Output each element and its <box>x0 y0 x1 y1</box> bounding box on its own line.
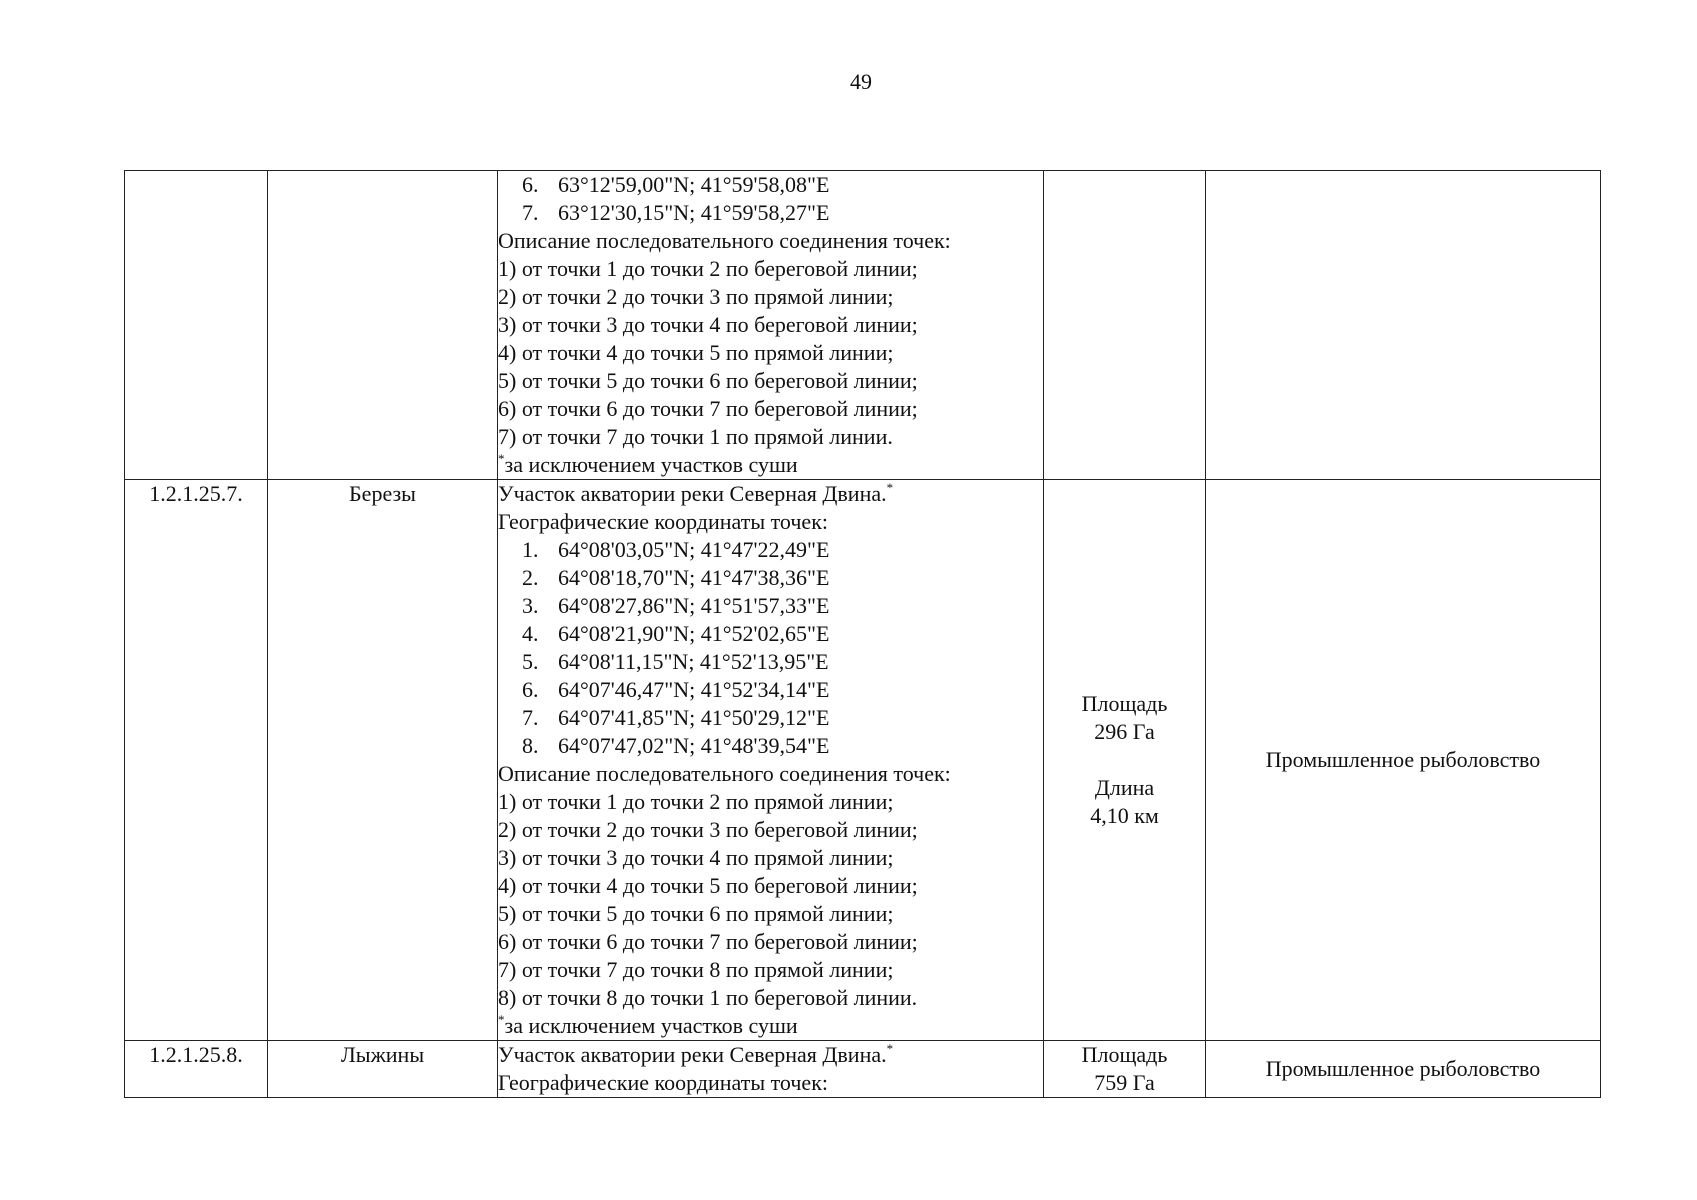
footnote-marker: * <box>886 1041 894 1056</box>
area-name: Березы <box>349 481 416 506</box>
footnote-marker: * <box>886 480 894 495</box>
table-row <box>125 480 1601 1041</box>
coordinate-item: 8. 64°07'47,02"N; 41°48'39,54"E <box>522 733 830 758</box>
area-code-cell <box>125 480 268 1041</box>
usage-text: Промышленное рыболовство <box>1265 747 1541 772</box>
coordinate-item: 5. 64°08'11,15"N; 41°52'13,95"E <box>522 649 829 674</box>
page-number: 49 <box>850 69 872 94</box>
footnote-marker: * <box>498 1012 505 1027</box>
coordinate-item: 1. 64°08'03,05"N; 41°47'22,49"E <box>522 537 830 562</box>
usage-cell <box>1206 1041 1601 1098</box>
area-value: 759 Га <box>1094 1070 1155 1095</box>
area-label: Площадь <box>1081 691 1168 716</box>
usage-text: Промышленное рыболовство <box>1265 1056 1541 1081</box>
connection-item: 2) от точки 2 до точки 3 по береговой линии; <box>498 817 918 842</box>
area-name-cell <box>268 171 498 480</box>
area-name-cell <box>268 1041 498 1098</box>
connection-item: 1) от точки 1 до точки 2 по прямой линии; <box>498 789 894 814</box>
footnote-marker: * <box>498 451 505 466</box>
table-row <box>125 171 1601 480</box>
connection-item: 1) от точки 1 до точки 2 по береговой линии; <box>498 256 918 281</box>
connection-item: 8) от точки 8 до точки 1 по береговой линии. <box>498 985 918 1010</box>
footnote: *за исключением участков суши <box>498 451 798 477</box>
connection-item: 2) от точки 2 до точки 3 по прямой линии; <box>498 284 894 309</box>
area-code: 1.2.1.25.7. <box>149 481 243 506</box>
area-name: Лыжины <box>340 1042 425 1067</box>
connection-item: 5) от точки 5 до точки 6 по прямой линии; <box>498 901 894 926</box>
area-label: Площадь <box>1081 1042 1168 1067</box>
usage-cell <box>1206 171 1601 480</box>
coordinate-item: 7. 64°07'41,85"N; 41°50'29,12"E <box>522 705 830 730</box>
area-code-cell <box>125 1041 268 1098</box>
fishing-areas-table <box>124 170 1601 1098</box>
area-size-cell <box>1044 171 1206 480</box>
coordinate-item: 2. 64°08'18,70"N; 41°47'38,36"E <box>522 565 830 590</box>
coordinates-title: Географические координаты точек: <box>498 509 828 534</box>
area-size-cell <box>1044 480 1206 1041</box>
area-description-cell <box>498 171 1044 480</box>
connection-item: 4) от точки 4 до точки 5 по береговой линии; <box>498 873 918 898</box>
connection-item: 7) от точки 7 до точки 8 по прямой линии; <box>498 957 894 982</box>
area-value: 296 Га <box>1094 719 1155 744</box>
area-name-cell <box>268 480 498 1041</box>
coordinate-item: 6. 63°12'59,00"N; 41°59'58,08"E <box>522 172 830 197</box>
section-title: Участок акватории реки Северная Двина.* <box>498 1041 894 1067</box>
area-code: 1.2.1.25.8. <box>149 1042 243 1067</box>
section-title: Участок акватории реки Северная Двина.* <box>498 480 894 506</box>
connection-title: Описание последовательного соединения точек: <box>498 761 951 786</box>
length-label: Длина <box>1094 775 1155 800</box>
connection-item: 4) от точки 4 до точки 5 по прямой линии; <box>498 340 894 365</box>
area-code-cell <box>125 171 268 480</box>
footnote: *за исключением участков суши <box>498 1012 798 1038</box>
area-size-cell <box>1044 1041 1206 1098</box>
connection-item: 5) от точки 5 до точки 6 по береговой линии; <box>498 368 918 393</box>
coordinate-item: 3. 64°08'27,86"N; 41°51'57,33"E <box>522 593 830 618</box>
connection-item: 6) от точки 6 до точки 7 по береговой линии; <box>498 929 918 954</box>
coordinate-item: 6. 64°07'46,47"N; 41°52'34,14"E <box>522 677 830 702</box>
coordinate-item: 4. 64°08'21,90"N; 41°52'02,65"E <box>522 621 830 646</box>
connection-item: 6) от точки 6 до точки 7 по береговой линии; <box>498 396 918 421</box>
connection-item: 3) от точки 3 до точки 4 по прямой линии; <box>498 845 894 870</box>
table-row <box>125 1041 1601 1098</box>
length-value: 4,10 км <box>1090 803 1159 828</box>
coordinates-title: Географические координаты точек: <box>498 1070 828 1095</box>
connection-title: Описание последовательного соединения точек: <box>498 228 951 253</box>
area-description-cell <box>498 1041 1044 1098</box>
coordinate-item: 7. 63°12'30,15"N; 41°59'58,27"E <box>522 200 830 225</box>
connection-item: 3) от точки 3 до точки 4 по береговой линии; <box>498 312 918 337</box>
area-description-cell <box>498 480 1044 1041</box>
connection-item: 7) от точки 7 до точки 1 по прямой линии. <box>498 424 893 449</box>
usage-cell <box>1206 480 1601 1041</box>
